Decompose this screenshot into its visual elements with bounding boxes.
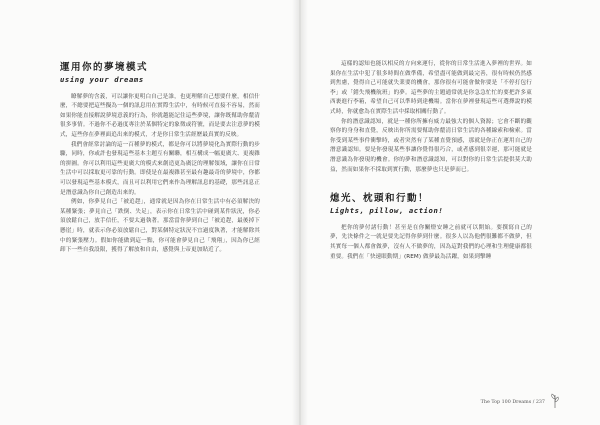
paragraph: 我們會經常討論的這一百種夢的模式，都是你可以將夢境化為實際行動的步驟，同時，你或許也發現這些基本主題互有關聯，相互構成一幅更廣大、更複雜的拼圖。你可以利用這些更廣大的模式來創造更為廣泛的理解領域，讓你在日常生活中可以採取更可靠的行動。即使是在最複雜甚至最有趣最奇的夢境中，你都可以發現這些基本模式，而且可以利用它們來作為理解訊息的基礎，那些訊息正是潛意識為你自己創造出來的。 xyxy=(60,141,260,196)
section-two xyxy=(330,193,532,262)
paragraph: 把你的夢付諸行動！甚至是在你關燈安睡之前就可以開始。要撰寫自己的夢，先決條件之一就是要先記得你夢到什麼。很多人以為他們很難都不做夢，但其實每一個人都會做夢，沒有人不做夢的，因為這對我們的心理和生理健康都很重要。我們在「快速眼動期」(REM) 做夢最為活躍，如果到擊睡 xyxy=(330,224,532,260)
page-footer: The Top 100 Dreams / 237 xyxy=(480,400,545,405)
section-heading-english: using your dreams xyxy=(60,75,144,84)
paragraph: 例如，你夢見自己「被追趕」，通常就是因為你在日常生活中有必須解決的某種緊張；夢見自己「跌倒、失足」，表示你在日常生活中碰到某件狀況，你必須放鬆自己，放手信任，不要太過執著。那當當你夢到自己「被追趕，最後掉下懸崖」時，就表示你必須放鬆自己，對某個特定狀況不宜過度執著，才能解除其中的緊張壓力。假如你能做到這一點，你可能會夢見自己「飛翔」，因為你已經卸下一些自我設限，獲得了解放和自由，感覺與上帝更加貼近了。 xyxy=(60,199,260,254)
section-heading-english: Lights, pillow, action! xyxy=(330,206,444,216)
paragraph: 這樣的認知也能以相反的方向來運行，從你的日常生活進入夢裡的世界。如果你在生活中犯了很多時間在做準備，希望盡可能做到最完善，很有時候仍然感到焦慮，覺得自己可能就失業要的機會，那你很有可能會做你要是「不停打包行李」或「錯失飛機航班」的夢。這些夢的主題通常就是你急急忙忙的要把許多東西裹進行李箱，希望自己可以準時到達機場。當你在夢裡發現這些可選擇說的模式時，你就愈為在實際生活中採取相關行動了。 xyxy=(330,61,532,115)
section-heading: 運用你的夢境模式 xyxy=(60,62,149,73)
paragraph: 瞭解夢的含義，可以讓你更明白自己是誰，也更理解自己想要什麼，相信什麼，不總要把這些擬為一個的訊息用在實際生活中，有時候可直接不容易，然而如果你能直接解說夢境意義的行為，你就越能記住這些夢境，讓你既幫助你釐清很多事情。不過你不必過度專注於某個特定的象徵或符號，而是要去注意夢的模式，這些你在夢裡面追出來的模式，才是你日常生活經歷最真實的反映。 xyxy=(60,93,260,138)
left-column xyxy=(60,62,260,256)
paragraph: 你的潛意識認知，就是一種你所擁有威力最強大的個人資源；它會不斷的觀察你的身身和直覺，反映出你所需要幫助你釐清日常生活的各種線索和檢索。當你受到某些事件衝擊時，或者突然有了某種直覺預感，那就是你正在運用自己的潛意識認知。要是你發現某些事讓你覺得很巧合，或者感到很幸運，那可能就是潛意識為你發現的機會。你的夢和潛意識認知，可以對你的日常生活提供莫大助益，然而如果你不採取到實行動，那麼夢也只是夢而已。 xyxy=(330,118,532,173)
leaf-ornament-icon xyxy=(549,393,561,409)
right-column xyxy=(330,60,532,262)
book-gutter xyxy=(292,0,308,425)
section-heading: 熄光、枕頭和行動！ xyxy=(330,193,430,205)
